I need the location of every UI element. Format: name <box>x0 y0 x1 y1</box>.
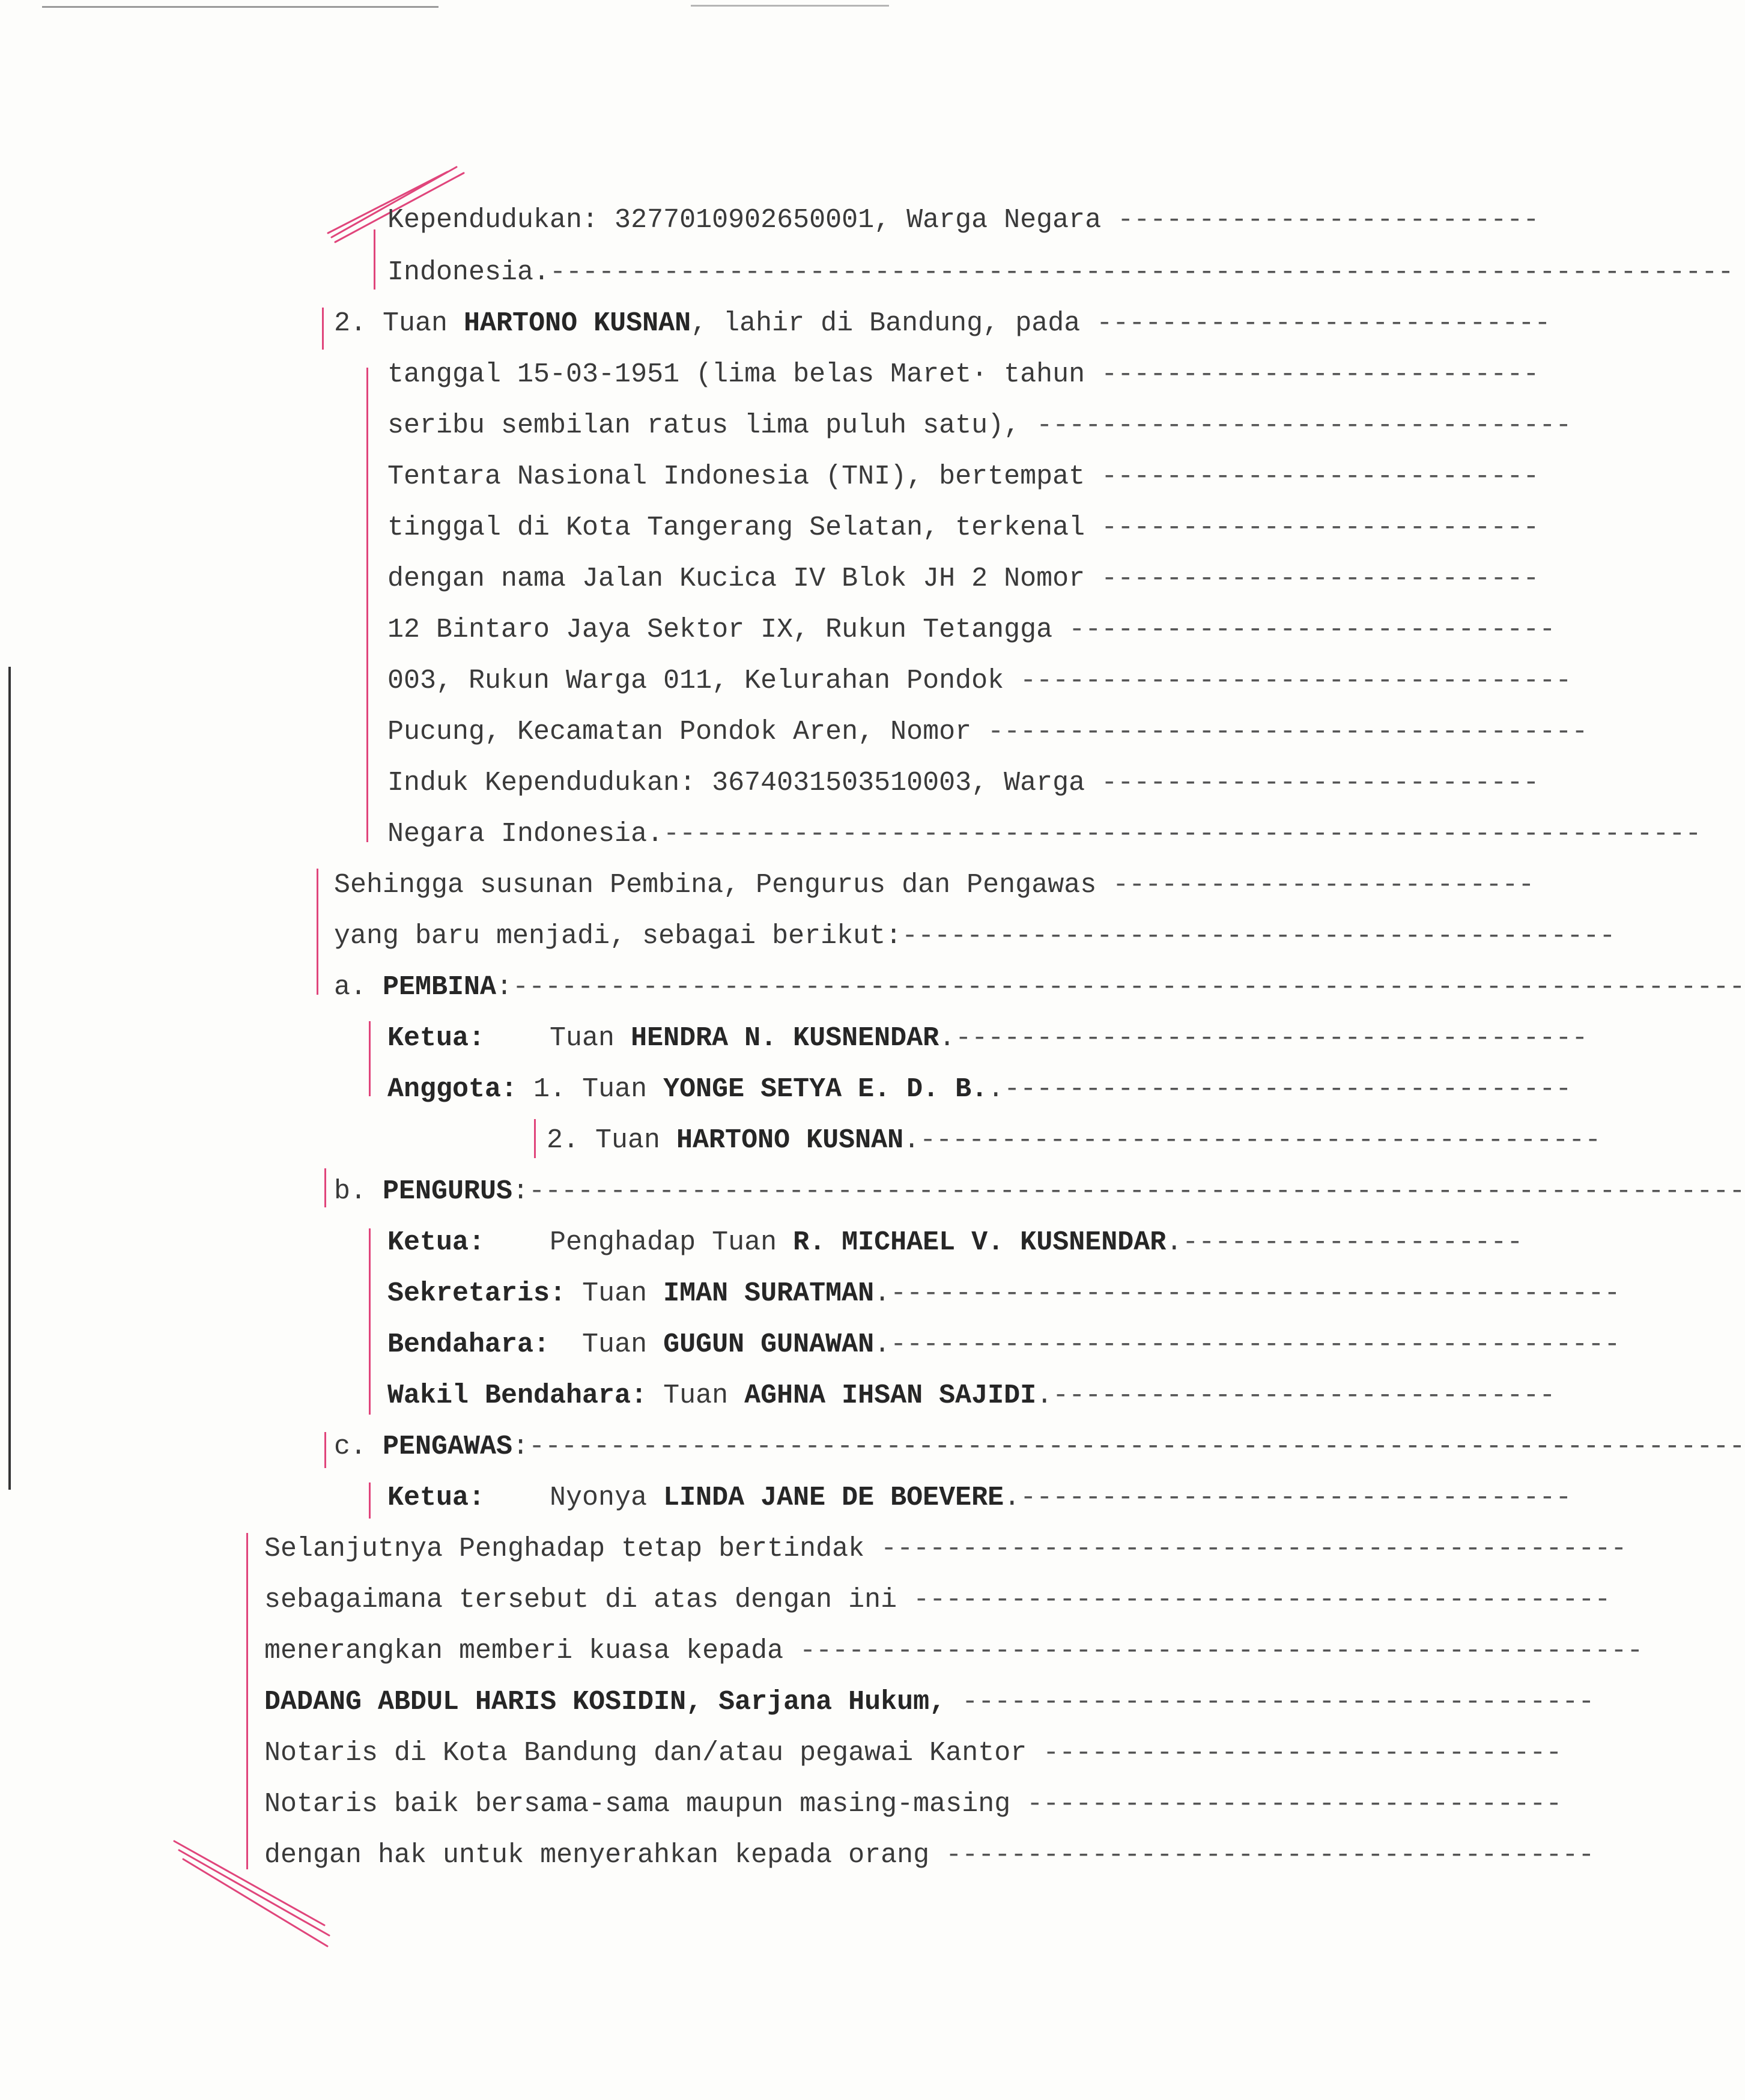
bold-text: Wakil Bendahara: <box>387 1380 648 1411</box>
bold-text: PENGAWAS <box>383 1431 513 1462</box>
text-segment: dengan nama Jalan Kucica IV Blok JH 2 Nomor <box>387 563 1102 594</box>
bold-text: HENDRA N. KUSNENDAR <box>631 1023 939 1054</box>
bold-text: GUGUN GUNAWAN <box>663 1329 875 1360</box>
dash-filler: ---------------------------------------- <box>945 1840 1595 1871</box>
margin-bar <box>246 1533 248 1869</box>
text-segment: sebagaimana tersebut di atas dengan ini <box>264 1585 914 1615</box>
dash-filler: ---------------------------------------------------- <box>800 1636 1643 1666</box>
text-segment: . <box>988 1074 1004 1105</box>
text-segment <box>945 1687 962 1717</box>
text-segment: a. <box>334 972 383 1003</box>
dash-filler: --------------------------- <box>1101 359 1540 390</box>
text-segment: 1. Tuan <box>517 1074 664 1105</box>
text-segment: . <box>874 1329 891 1360</box>
text-segment: Indonesia. <box>387 257 550 288</box>
text-line <box>387 510 1540 546</box>
dash-filler: -------------------------------- <box>1043 1738 1562 1768</box>
text-line <box>387 408 1572 444</box>
bold-text: Ketua: <box>387 1227 485 1258</box>
text-segment: : <box>496 972 513 1003</box>
bold-text: HARTONO KUSNAN <box>464 308 691 339</box>
text-line <box>387 612 1556 648</box>
text-segment: Tuan <box>550 1329 664 1360</box>
text-line <box>387 1021 1588 1057</box>
dash-filler: ------------------------------------------- <box>913 1585 1611 1615</box>
dash-filler: ------------------------------------------------------------------------- <box>550 257 1734 288</box>
text-segment: . <box>939 1023 956 1054</box>
dash-filler: --------------------------- <box>1101 461 1540 492</box>
dash-filler: --------------------------------------------- <box>890 1278 1621 1309</box>
text-segment: Tuan <box>485 1023 631 1054</box>
text-line <box>387 357 1540 393</box>
text-line <box>264 1684 1595 1720</box>
scan-edge-top <box>42 6 439 8</box>
margin-bar <box>317 869 318 995</box>
text-line <box>387 561 1540 597</box>
bold-text: AGHNA IHSAN SAJIDI <box>744 1380 1037 1411</box>
dash-filler: --------------------------------------- <box>962 1687 1595 1717</box>
text-line <box>387 663 1572 699</box>
text-segment: Induk Kependudukan: 3674031503510003, Warga <box>387 768 1102 798</box>
bold-text: Anggota: <box>387 1074 518 1105</box>
text-segment: tanggal 15-03-1951 (lima belas Maret· tahun <box>387 359 1102 390</box>
dash-filler: ----------------------------------- <box>1004 1074 1572 1105</box>
margin-bar <box>369 1021 371 1096</box>
text-line <box>387 714 1588 750</box>
text-line <box>387 459 1540 495</box>
dash-filler: ------------------------------- <box>1052 1380 1556 1411</box>
dash-filler: ---------------------------------------------------------------- <box>663 819 1702 849</box>
text-segment: . <box>874 1278 891 1309</box>
text-segment: tinggal di Kota Tangerang Selatan, terkenal <box>387 512 1102 543</box>
dash-filler: --------------------------------------------------------------------------- <box>529 1176 1745 1207</box>
text-segment: Tentara Nasional Indonesia (TNI), bertempat <box>387 461 1102 492</box>
text-line <box>264 1786 1562 1822</box>
text-line <box>387 765 1540 801</box>
bold-text: YONGE SETYA E. D. B. <box>663 1074 988 1105</box>
text-segment: dengan hak untuk menyerahkan kepada orang <box>264 1840 946 1871</box>
text-line <box>264 1735 1562 1771</box>
text-segment: yang baru menjadi, sebagai berikut: <box>334 921 902 951</box>
margin-bar <box>369 1228 371 1415</box>
bold-text: Ketua: <box>387 1023 485 1054</box>
dash-filler: ---------------------------------------------- <box>881 1534 1627 1564</box>
text-segment: Tuan <box>566 1278 664 1309</box>
dash-filler: -------------------------- <box>1117 205 1540 235</box>
text-segment: Negara Indonesia. <box>387 819 664 849</box>
margin-bar <box>324 1432 326 1468</box>
text-line <box>387 202 1540 238</box>
text-segment: 12 Bintaro Jaya Sektor IX, Rukun Tetangga <box>387 615 1069 645</box>
scan-edge-top-right <box>691 5 889 7</box>
text-segment: Notaris baik bersama-sama maupun masing-masing <box>264 1789 1027 1819</box>
text-segment: 2. Tuan <box>334 308 464 339</box>
bold-text: Sekretaris: <box>387 1278 566 1309</box>
text-segment: c. <box>334 1431 383 1462</box>
text-segment: Sehingga susunan Pembina, Pengurus dan Pengawas <box>334 870 1113 900</box>
dash-filler: --------------------------------------------------------------------------- <box>529 1431 1745 1462</box>
text-segment: Tuan <box>647 1380 745 1411</box>
text-segment: . <box>1004 1482 1021 1513</box>
dash-filler: --------------------------------- <box>1027 1789 1562 1819</box>
dash-filler: -------------------------------------------- <box>902 921 1616 951</box>
text-line <box>387 816 1702 852</box>
text-segment: : <box>512 1176 529 1207</box>
text-line <box>387 1378 1556 1414</box>
text-segment: . <box>1166 1227 1183 1258</box>
dash-filler: --------------------------- <box>1101 512 1540 543</box>
scan-edge-left <box>8 667 11 1490</box>
bold-text: LINDA JANE DE BOEVERE <box>663 1482 1004 1513</box>
bold-text: PENGURUS <box>383 1176 513 1207</box>
dash-filler: ---------------------------- <box>1096 308 1551 339</box>
margin-bar <box>369 1482 371 1519</box>
text-line <box>387 1072 1572 1108</box>
text-line <box>334 970 1745 1006</box>
text-line <box>387 1480 1572 1516</box>
dash-filler: ------------------------------ <box>1069 615 1556 645</box>
text-segment: b. <box>334 1176 383 1207</box>
bold-text: HARTONO KUSNAN <box>676 1125 904 1156</box>
margin-bar <box>324 1168 326 1207</box>
text-line <box>387 255 1734 291</box>
bold-text: IMAN SURATMAN <box>663 1278 875 1309</box>
text-line <box>334 867 1535 903</box>
text-segment: Nyonya <box>485 1482 664 1513</box>
text-line <box>264 1582 1611 1618</box>
text-line <box>387 1276 1621 1312</box>
text-segment: Pucung, Kecamatan Pondok Aren, Nomor <box>387 717 988 747</box>
text-segment: 2. Tuan <box>547 1125 677 1156</box>
text-segment: menerangkan memberi kuasa kepada <box>264 1636 800 1666</box>
dash-filler: --------------------------- <box>1101 563 1540 594</box>
dash-filler: --------------------------------------------- <box>890 1329 1621 1360</box>
margin-bar <box>322 308 324 350</box>
text-segment: . <box>1036 1380 1053 1411</box>
dash-filler: -------------------------- <box>1112 870 1535 900</box>
text-segment: , lahir di Bandung, pada <box>691 308 1097 339</box>
bold-text: R. MICHAEL V. KUSNENDAR <box>793 1227 1167 1258</box>
dash-filler: ------------------------------------- <box>988 717 1588 747</box>
text-line <box>547 1123 1601 1159</box>
text-segment: 003, Rukun Warga 011, Kelurahan Pondok <box>387 666 1021 696</box>
text-line <box>334 918 1616 954</box>
dash-filler: --------------------- <box>1182 1227 1523 1258</box>
dash-filler: ---------------------------------- <box>1020 1482 1572 1513</box>
text-line <box>387 1327 1621 1363</box>
bold-text: PEMBINA <box>383 972 497 1003</box>
text-line <box>264 1838 1595 1874</box>
text-line <box>264 1531 1627 1567</box>
text-segment: seribu sembilan ratus lima puluh satu), <box>387 410 1037 441</box>
text-line <box>387 1225 1523 1261</box>
text-line <box>334 1429 1745 1465</box>
text-line <box>334 1174 1745 1210</box>
text-line <box>264 1633 1643 1669</box>
margin-bar <box>534 1119 536 1158</box>
dash-filler: ------------------------------------------ <box>920 1125 1601 1156</box>
dash-filler: --------------------------------- <box>1036 410 1572 441</box>
dash-filler: --------------------------------------- <box>955 1023 1588 1054</box>
text-segment: : <box>512 1431 529 1462</box>
bold-text: DADANG ABDUL HARIS KOSIDIN, Sarjana Hukum, <box>264 1687 946 1717</box>
margin-bar <box>374 229 375 290</box>
dash-filler: ---------------------------------- <box>1020 666 1572 696</box>
dash-filler: --------------------------- <box>1101 768 1540 798</box>
text-segment: Kependudukan: 3277010902650001, Warga Negara <box>387 205 1118 235</box>
text-segment: Notaris di Kota Bandung dan/atau pegawai Kantor <box>264 1738 1043 1768</box>
text-line <box>334 306 1551 342</box>
bold-text: Ketua: <box>387 1482 485 1513</box>
text-segment: Penghadap Tuan <box>485 1227 794 1258</box>
margin-bar <box>366 368 368 842</box>
bold-text: Bendahara: <box>387 1329 550 1360</box>
text-segment: Selanjutnya Penghadap tetap bertindak <box>264 1534 881 1564</box>
text-segment: . <box>903 1125 920 1156</box>
dash-filler: ---------------------------------------------------------------------------- <box>512 972 1745 1003</box>
